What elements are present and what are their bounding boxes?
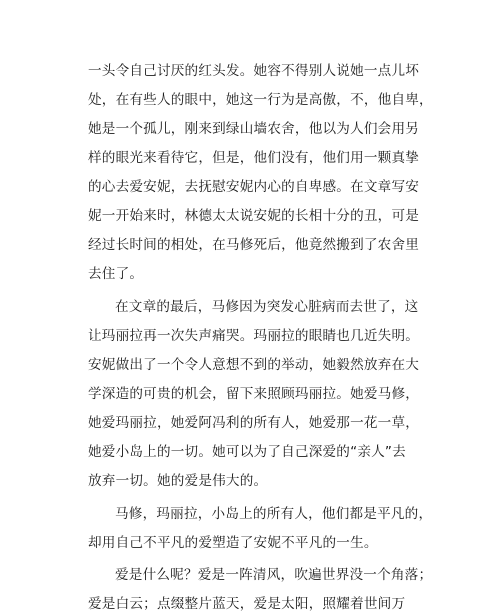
text-line: 爱是白云；点缀整片蓝天，爱是太阳，照耀着世间万: [88, 596, 406, 612]
text-line: 样的眼光来看待它，但是，他们没有，他们用一颗真挚: [88, 150, 420, 166]
text-line: 让玛丽拉再一次失声痛哭。玛丽拉的眼睛也几近失明。: [88, 328, 420, 344]
text-line: 她爱玛丽拉，她爱阿冯利的所有人，她爱那一花一草，: [88, 415, 420, 431]
text-line: 马修，玛丽拉，小岛上的所有人，他们都是平凡的，: [115, 506, 433, 522]
text-line: 经过长时间的相处，在马修死后，他竟然搬到了农舍里: [88, 237, 420, 253]
text-line: 处，在有些人的眼中，她这一行为是高傲，不，他自卑，: [88, 92, 433, 108]
text-line: 学深造的可贵的机会，留下来照顾玛丽拉。她爱马修，: [88, 386, 420, 402]
text-line: 的心去爱安妮，去抚慰安妮内心的自卑感。在文章写安: [88, 179, 420, 195]
text-line: 在文章的最后，马修因为突发心脏病而去世了，这: [115, 299, 419, 315]
text-line: 她爱小岛上的一切。她可以为了自己深爱的“亲人”去: [88, 444, 406, 460]
text-line: 爱是什么呢？爱是一阵清风，吹遍世界没一个角落；: [115, 567, 433, 583]
text-line: 安妮做出了一个令人意想不到的举动，她毅然放弃在大: [88, 357, 420, 373]
text-line: 妮一开始来时，林德太太说安妮的长相十分的丑，可是: [88, 208, 420, 224]
text-line: 一头令自己讨厌的红头发。她容不得别人说她一点儿坏: [88, 63, 420, 79]
text-line: 去住了。: [88, 266, 144, 282]
text-line: 她是一个孤儿，刚来到绿山墙农舍，他以为人们会用另: [88, 121, 420, 137]
text-line: 放弃一切。她的爱是伟大的。: [88, 473, 268, 489]
text-line: 却用自己不平凡的爱塑造了安妮不平凡的一生。: [88, 535, 378, 551]
